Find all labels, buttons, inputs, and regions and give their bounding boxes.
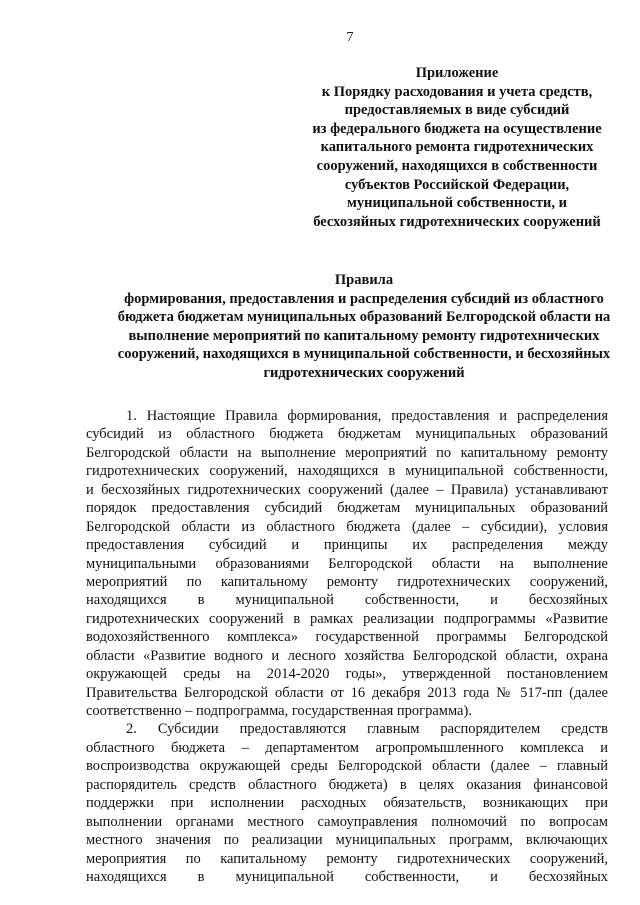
- text-line: 1. Настоящие Правила формирования, предоставления и распределения: [126, 408, 608, 424]
- text-line: мероприятия по капитальному ремонту гидротехнических сооружений,: [86, 850, 608, 867]
- appendix-line: бесхозяйных гидротехнических сооружений: [313, 213, 601, 230]
- appendix-line: субъектов Российской Федерации,: [344, 176, 570, 193]
- text-line: находящихся в муниципальной собственности, и бесхозяйных: [86, 592, 608, 609]
- title-line: бюджета бюджетам муниципальных образований Белгородской области на: [117, 309, 611, 326]
- text-line: окружающей среды на 2014-2020 годы», утвержденной постановлением: [86, 666, 608, 683]
- document-title: [84, 271, 640, 383]
- text-line: Белгородской области из областного бюджета (далее – субсидии), условия: [86, 518, 608, 535]
- text-line: и бесхозяйных гидротехнических сооружений (далее – Правила) устанавливают: [86, 481, 608, 498]
- text-line: находящихся в муниципальной собственности, и бесхозяйных: [86, 868, 608, 885]
- text-line: субсидий из областного бюджета бюджетам муниципальных образований: [86, 426, 608, 443]
- text-line: Правительства Белгородской области от 16 декабря 2013 года № 517-пп (далее: [86, 684, 608, 701]
- appendix-header: [292, 64, 622, 231]
- title-line: выполнение мероприятий по капитальному ремонту гидротехнических: [128, 327, 600, 344]
- appendix-line: сооружений, находящихся в собственности: [316, 157, 598, 174]
- text-line: водохозяйственного комплекса» государственной программы Белгородской: [86, 629, 608, 646]
- text-line: порядок предоставления субсидий бюджетам муниципальных образований: [86, 500, 608, 517]
- appendix-line: из федерального бюджета на осуществление: [312, 120, 602, 137]
- paragraph-1: [86, 407, 608, 720]
- text-line: местного значения по реализации муниципальных программ, включающих: [86, 832, 608, 849]
- text-line: мероприятий по капитальному ремонту гидротехнических сооружений,: [86, 573, 608, 590]
- title-line: Правила: [334, 272, 394, 288]
- text-line: 2. Субсидии предоставляются главным распорядителем средств: [126, 721, 608, 738]
- text-line: области «Развитие водного и лесного хозяйства Белгородской области, охрана: [86, 647, 608, 664]
- document-body: [86, 407, 608, 886]
- title-line: сооружений, находящихся в муниципальной собственности, и бесхозяйных: [117, 346, 611, 363]
- text-line: областного бюджета – департаментом агропромышленного комплекса и: [86, 739, 608, 756]
- text-line: соответственно – подпрограмма, государственная программа).: [86, 703, 472, 719]
- text-line: выполнении органами местного самоуправления полномочий по вопросам: [86, 813, 608, 830]
- text-line: предоставления субсидий и принципы их распределения между: [86, 537, 608, 554]
- title-line: формирования, предоставления и распределения субсидий из областного: [124, 290, 604, 307]
- paragraph-2: [86, 720, 608, 886]
- appendix-line: муниципальной собственности, и: [347, 195, 567, 212]
- text-line: гидротехнических сооружений, находящихся в муниципальной собственности,: [86, 463, 608, 480]
- title-line: гидротехнических сооружений: [263, 364, 465, 381]
- text-line: воспроизводства окружающей среды Белгородской области (далее – главный: [86, 758, 608, 775]
- text-line: распорядитель средств областного бюджета) в целях оказания финансовой: [86, 776, 608, 793]
- page-number: 7: [346, 30, 354, 45]
- text-line: муниципальными образованиями Белгородской области на выполнение: [86, 555, 608, 572]
- text-line: Белгородской области на выполнение мероприятий по капитальному ремонту: [86, 444, 608, 461]
- appendix-line: к Порядку расходования и учета средств,: [321, 83, 593, 100]
- appendix-line: капитального ремонта гидротехнических: [320, 139, 594, 156]
- appendix-line: предоставляемых в виде субсидий: [344, 102, 570, 119]
- appendix-line: Приложение: [415, 65, 499, 81]
- text-line: поддержки при исполнении расходных обязательств, возникающих при: [86, 795, 608, 812]
- text-line: гидротехнических сооружений в рамках реализации подпрограммы «Развитие: [86, 610, 608, 627]
